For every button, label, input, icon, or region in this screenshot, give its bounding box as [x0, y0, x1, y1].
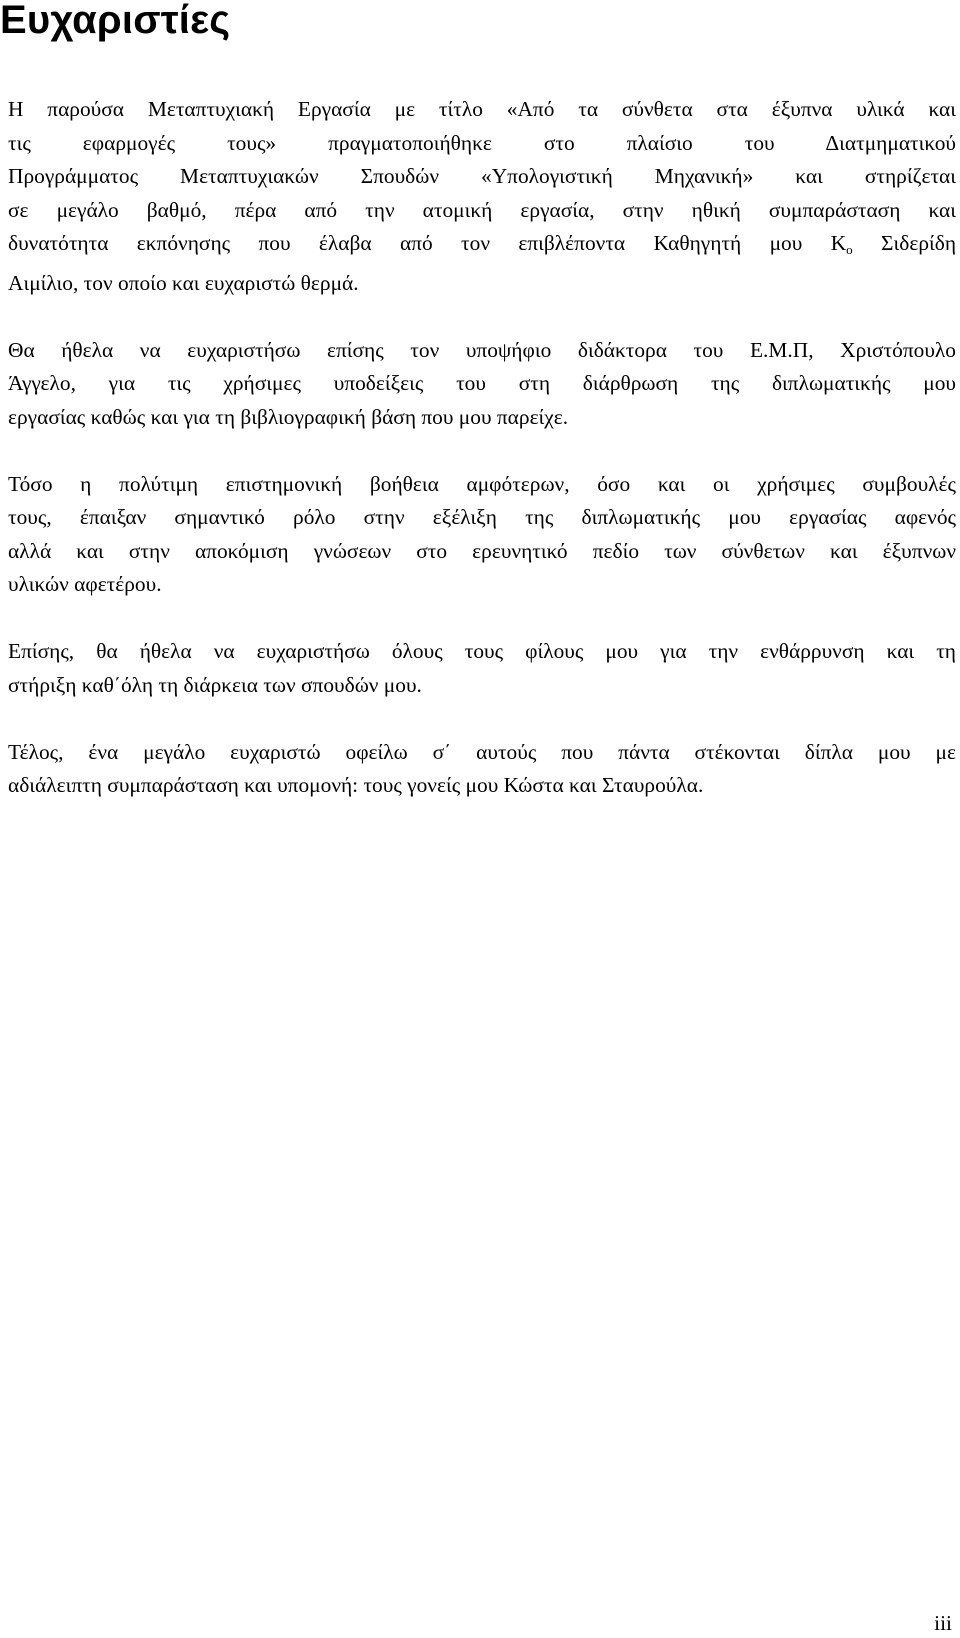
text-line: σε μεγάλο βαθμό, πέρα από την ατομική εργασία, στην ηθική συμπαράσταση και	[8, 197, 956, 222]
text-line: αδιάλειπτη συμπαράσταση και υπομονή: τους γονείς μου Κώστα και Σταυρούλα.	[8, 773, 704, 797]
paragraph	[8, 468, 956, 602]
text-line: Άγγελο, για τις χρήσιμες υποδείξεις του στη διάρθρωση της διπλωματικής μου	[8, 371, 956, 395]
text-line: Αιμίλιο, τον οποίο και ευχαριστώ θερμά.	[8, 270, 359, 295]
text-line	[8, 227, 956, 267]
text-line: υλικών αφετέρου.	[8, 572, 162, 596]
page-number: iii	[934, 1611, 952, 1635]
text-line: αλλά και στην αποκόμιση γνώσεων στο ερευνητικό πεδίο των σύνθετων και έξυπνων	[8, 538, 956, 563]
text-line: Θα ήθελα να ευχαριστήσω επίσης τον υποψήφιο διδάκτορα του Ε.Μ.Π, Χριστόπουλο	[8, 337, 956, 362]
text-line: Τόσο η πολύτιμη επιστημονική βοήθεια αμφότερων, όσο και οι χρήσιμες συμβουλές	[8, 471, 956, 496]
text-line: Επίσης, θα ήθελα να ευχαριστήσω όλους τους φίλους μου για την ενθάρρυνση και τη	[8, 639, 956, 663]
text-line: στήριξη καθ΄όλη τη διάρκεια των σπουδών μου.	[8, 672, 422, 697]
text-line: Τέλος, ένα μεγάλο ευχαριστώ οφείλω σ΄ αυτούς που πάντα στέκονται δίπλα μου με	[8, 739, 956, 764]
text-segment: Σιδερίδη	[852, 231, 957, 255]
subscript-text: ο	[846, 242, 853, 257]
paragraph	[8, 334, 956, 435]
paragraph	[8, 736, 956, 803]
text-line: εργασίας καθώς και για τη βιβλιογραφική βάση που μου παρείχε.	[8, 404, 569, 429]
text-line: τις εφαρμογές τους» πραγματοποιήθηκε στο πλαίσιο του Διατμηματικού	[8, 130, 956, 155]
text-line: Προγράμματος Μεταπτυχιακών Σπουδών «Υπολογιστική Μηχανική» και στηρίζεται	[8, 164, 956, 188]
paragraph	[8, 93, 956, 300]
acknowledgements-body	[8, 93, 956, 836]
page-title: Ευχαριστίες	[0, 0, 231, 42]
text-line: Η παρούσα Μεταπτυχιακή Εργασία με τίτλο «Από τα σύνθετα στα έξυπνα υλικά και	[8, 97, 956, 121]
text-line: τους, έπαιξαν σημαντικό ρόλο στην εξέλιξη της διπλωματικής μου εργασίας αφενός	[8, 505, 956, 529]
text-segment: δυνατότητα εκπόνησης που έλαβα από τον επιβλέποντα Καθηγητή μου Κ	[8, 231, 847, 255]
paragraph	[8, 635, 956, 702]
